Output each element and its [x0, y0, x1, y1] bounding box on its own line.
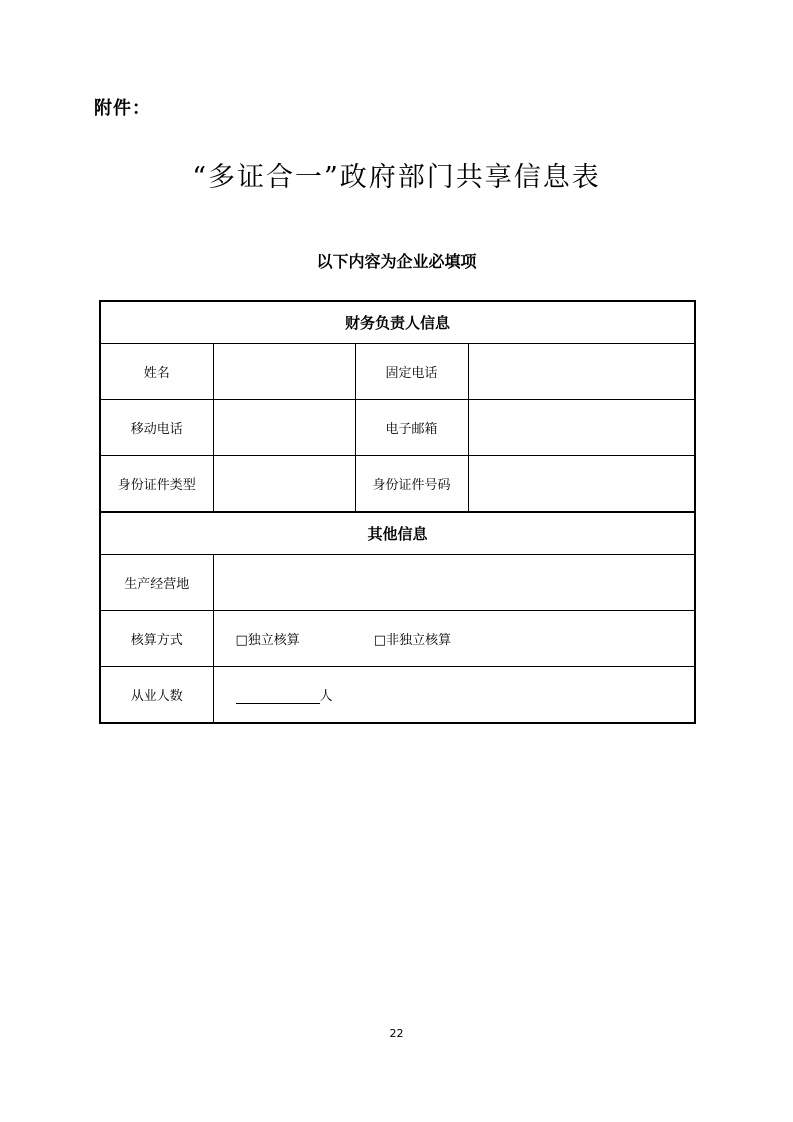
- employees-unit: 人: [319, 689, 333, 704]
- page-title: “多证合一”政府部门共享信息表: [192, 162, 601, 193]
- employees-cell: [213, 667, 695, 724]
- email-label: 电子邮箱: [355, 400, 468, 456]
- accounting-label: 核算方式: [100, 611, 213, 667]
- id-number-field[interactable]: [468, 456, 695, 513]
- page-number: 22: [389, 1027, 404, 1040]
- address-label: 生产经营地: [100, 555, 213, 611]
- address-field[interactable]: [213, 555, 695, 611]
- subtitle: 以下内容为企业必填项: [316, 252, 477, 271]
- accounting-option-independent[interactable]: □独立核算: [235, 633, 300, 648]
- id-type-label: 身份证件类型: [100, 456, 213, 513]
- mobile-field[interactable]: [213, 400, 355, 456]
- employees-blank[interactable]: [236, 689, 320, 704]
- attachment-label: 附件：: [94, 98, 151, 119]
- accounting-options: [213, 611, 695, 667]
- accounting-option-non-independent[interactable]: □非独立核算: [373, 633, 452, 648]
- landline-field[interactable]: [468, 344, 695, 400]
- name-field[interactable]: [213, 344, 355, 400]
- id-number-label: 身份证件号码: [355, 456, 468, 513]
- id-type-field[interactable]: [213, 456, 355, 513]
- landline-label: 固定电话: [355, 344, 468, 400]
- employees-label: 从业人数: [100, 667, 213, 724]
- email-field[interactable]: [468, 400, 695, 456]
- info-table: [99, 300, 696, 724]
- mobile-label: 移动电话: [100, 400, 213, 456]
- section-heading-finance: 财务负责人信息: [100, 301, 695, 344]
- name-label: 姓名: [100, 344, 213, 400]
- section-heading-other: 其他信息: [100, 512, 695, 555]
